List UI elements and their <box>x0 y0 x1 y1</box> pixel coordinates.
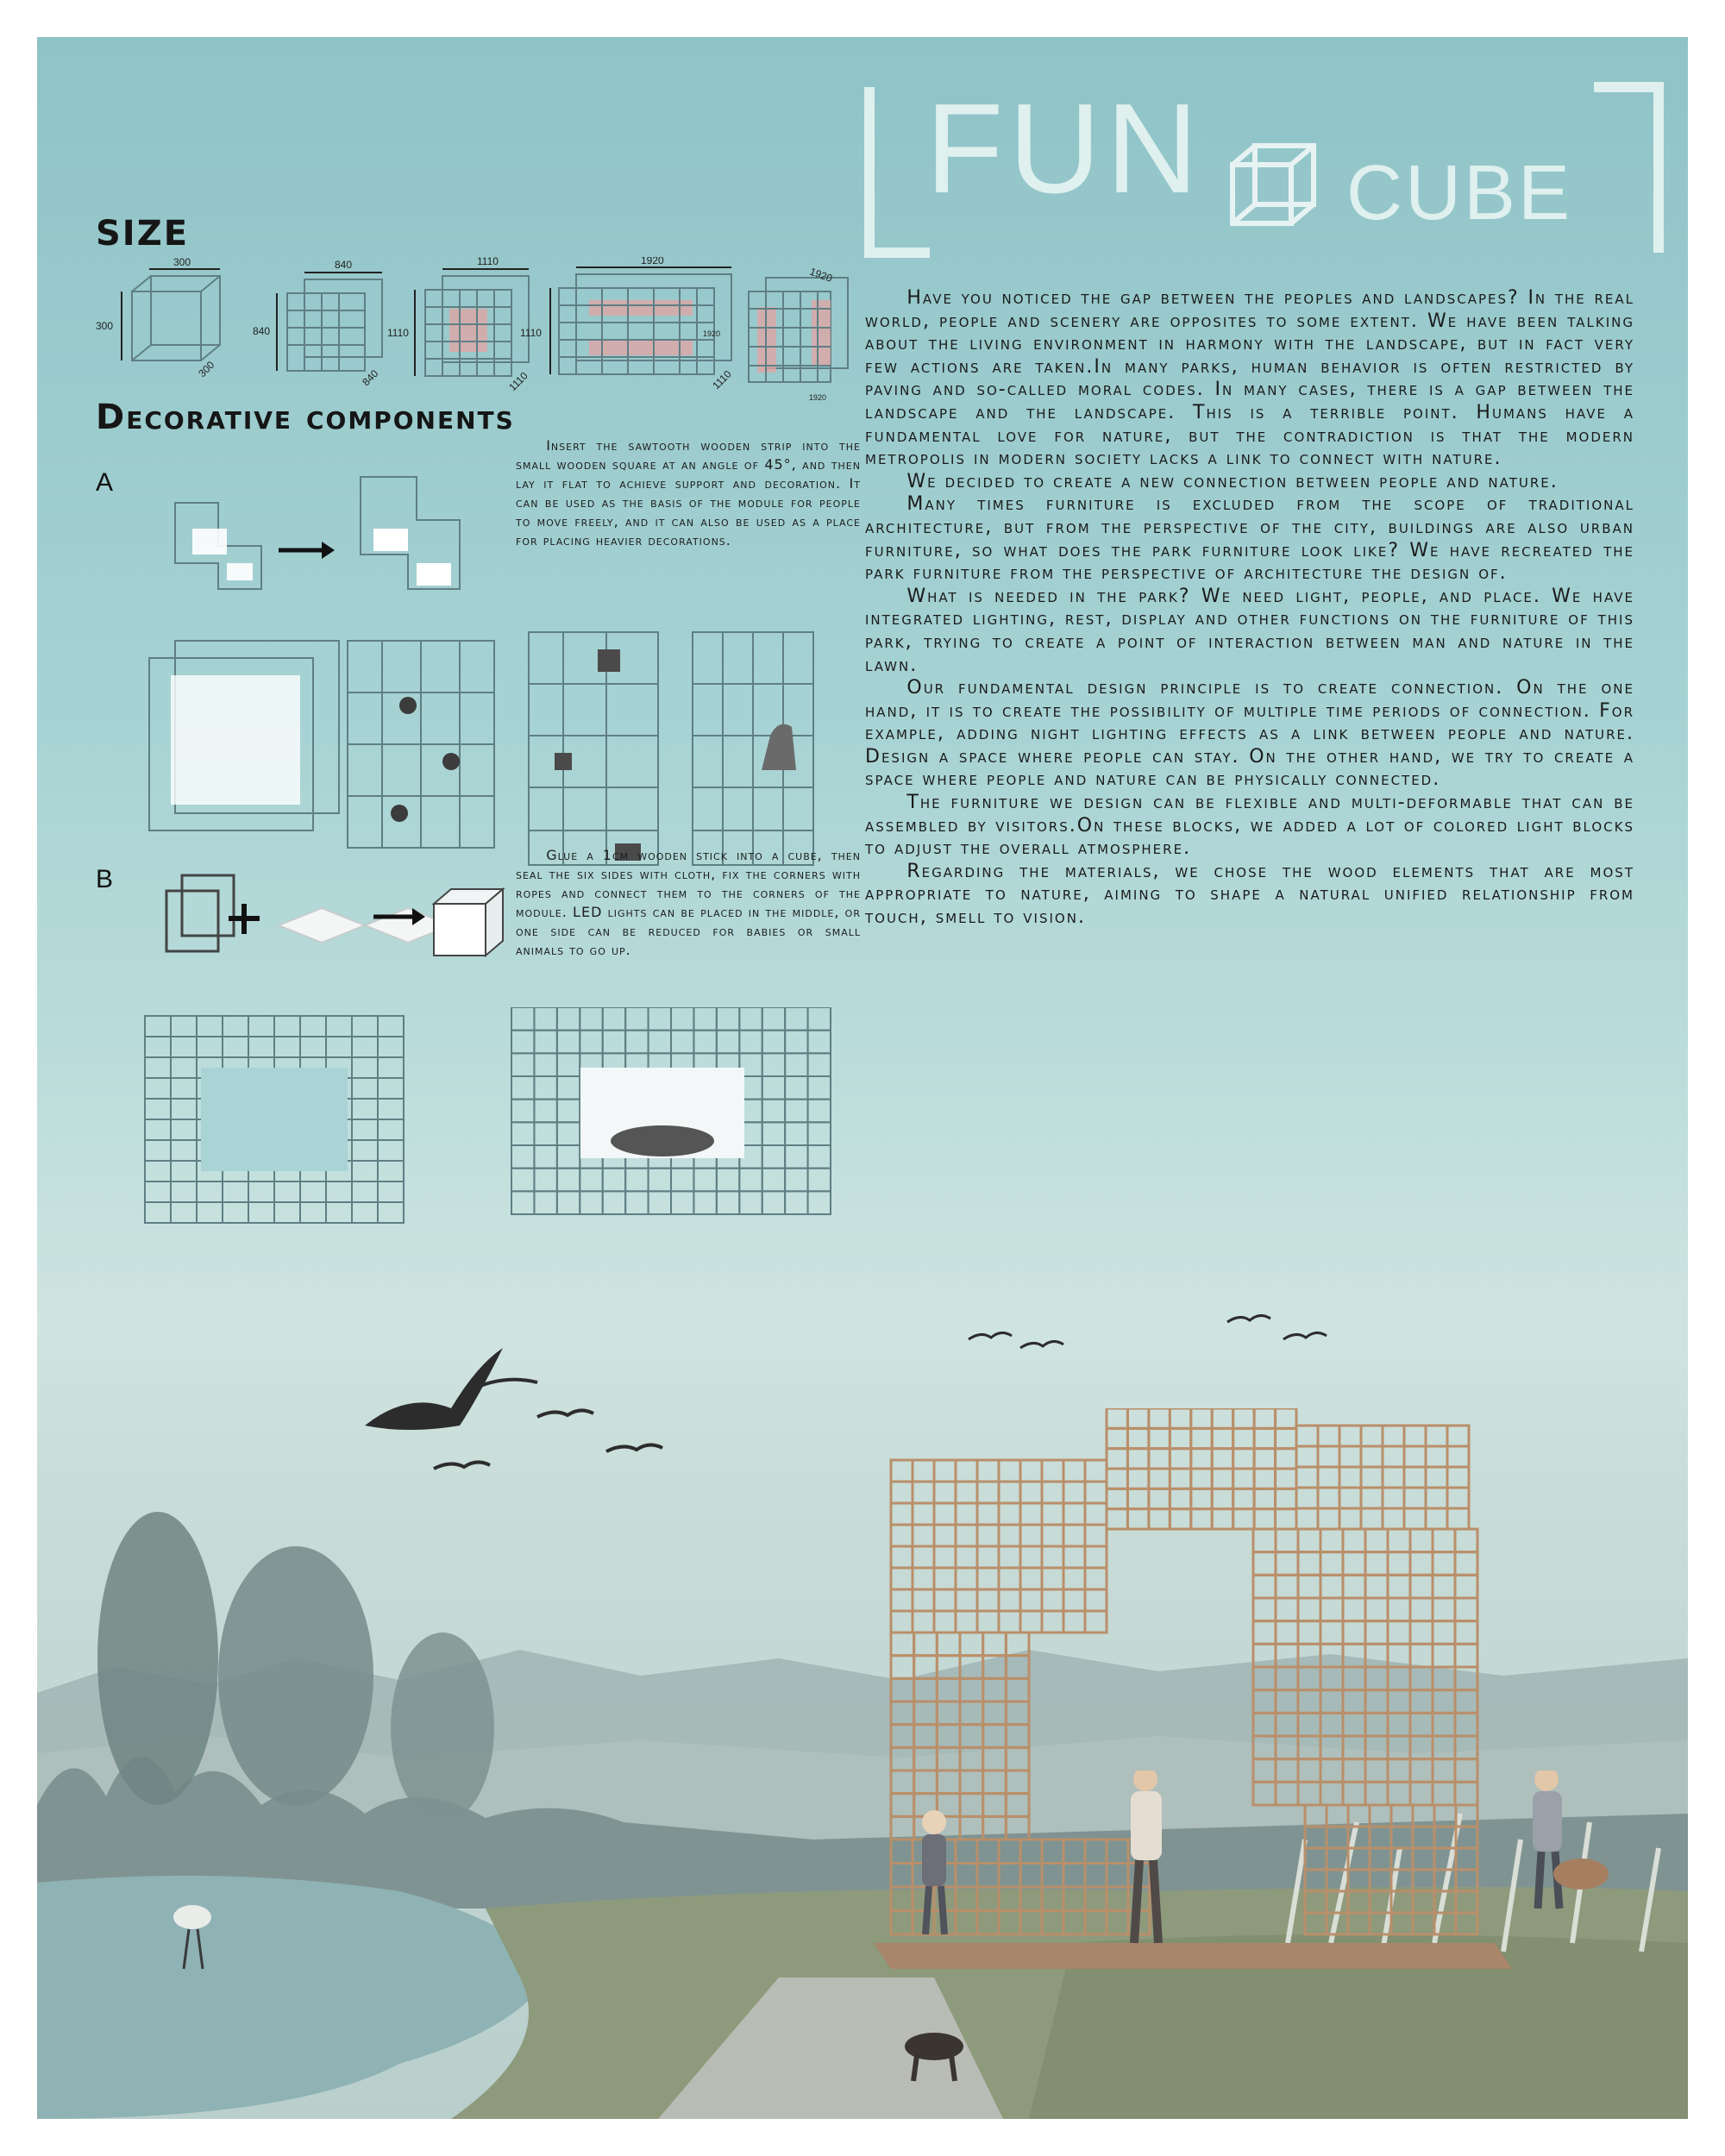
text-b <box>516 846 861 960</box>
label-b: B <box>96 865 114 893</box>
text-a <box>516 436 861 550</box>
size-1-depth: 300 <box>196 359 217 380</box>
paragraph: The furniture we design can be flexible and multi-deformable that can be assembled by visitors.On these blocks, we added a lot of colored light blocks to adjust the overall atmosphere. <box>865 792 1634 860</box>
size-4-height: 1110 <box>520 327 542 339</box>
title-cube: CUBE <box>1346 150 1573 236</box>
size-2-width: 840 <box>335 259 353 271</box>
paragraph: Regarding the materials, we chose the wood elements that are most appropriate to nature, aiming to shape a natural unified relationship from touch, smell to vision. <box>865 860 1634 929</box>
decorative-heading: Decorative components <box>96 398 515 437</box>
people-figures <box>856 1771 1633 2090</box>
paragraph: Our fundamental design principle is to create connection. On the one hand, it is to create the possibility of multiple time periods of connection. For example, adding night lighting effects as a link between people and nature. Design a space where people can stay. On the other hand, we try to create a space where people and nature can be physically connected. <box>865 677 1634 791</box>
diagram-a-frames <box>89 624 865 874</box>
diagram-b-steps <box>149 865 511 977</box>
paragraph: We decided to create a new connection between people and nature. <box>906 470 1559 492</box>
size-2-height: 840 <box>253 325 271 337</box>
size-5-width: 1920 <box>807 265 834 285</box>
diagram-a-steps <box>166 468 511 598</box>
size-diagrams <box>89 257 865 408</box>
size-1-width: 300 <box>173 257 191 268</box>
text-a-paragraph: Insert the sawtooth wooden strip into the small wooden square at an angle of 45°, and then lay it flat to achieve support and decoration. It can be used as the basis of the module for people to move freely, and it can also be used as a place for placing heavier decorations. <box>516 437 861 548</box>
size-3-width: 1110 <box>477 257 499 267</box>
size-5-height: 1920 <box>703 329 721 338</box>
size-1-height: 300 <box>96 320 114 332</box>
size-4-depth: 1110 <box>710 367 734 392</box>
size-3-depth: 1110 <box>506 369 530 394</box>
main-description <box>865 287 1634 930</box>
label-a: A <box>96 468 114 497</box>
size-3-height: 1110 <box>387 327 409 339</box>
size-4-width: 1920 <box>641 257 664 266</box>
paragraph: Many times furniture is excluded from the scope of traditional architecture, but from the perspective of the city, buildings are also urban furniture, so what does the park furniture look like? We have recreated the park furniture from the perspective of architecture the design of. <box>865 493 1634 585</box>
text-b-paragraph: Glue a 1cm wooden stick into a cube, then seal the six sides with cloth, fix the corners with ropes and connect them to the corners of the module. LED lights can be placed in the middle, or one side can be reduced for babies or small animals to go up. <box>516 847 861 958</box>
cube-logo-icon <box>1226 139 1320 234</box>
size-2-depth: 840 <box>360 367 381 389</box>
diagram-b-frames <box>89 1007 865 1232</box>
size-heading: SIZE <box>96 214 190 254</box>
size-5-depth: 1920 <box>809 393 827 402</box>
paragraph: Have you noticed the gap between the peoples and landscapes? In the real world, people and scenery are opposites to some extent. We have been talking about the living environment in harmony with the landscape, but in fact very few actions are taken.In many parks, human behavior is often restricted by paving and so-called moral codes. In many cases, there is a gap between the landscape and the landscape. This is a terrible point. Humans have a fundamental love for nature, but the contradiction is that the modern metropolis in modern society lacks a link to connect with nature. <box>865 287 1634 470</box>
title-fun: FUN <box>925 78 1204 220</box>
paragraph: What is needed in the park? We need light, people, and place. We have integrated lighting, rest, display and other functions on the furniture of this park, trying to create a point of interaction between man and nature in the lawn. <box>865 585 1634 676</box>
poster <box>37 37 1688 2119</box>
